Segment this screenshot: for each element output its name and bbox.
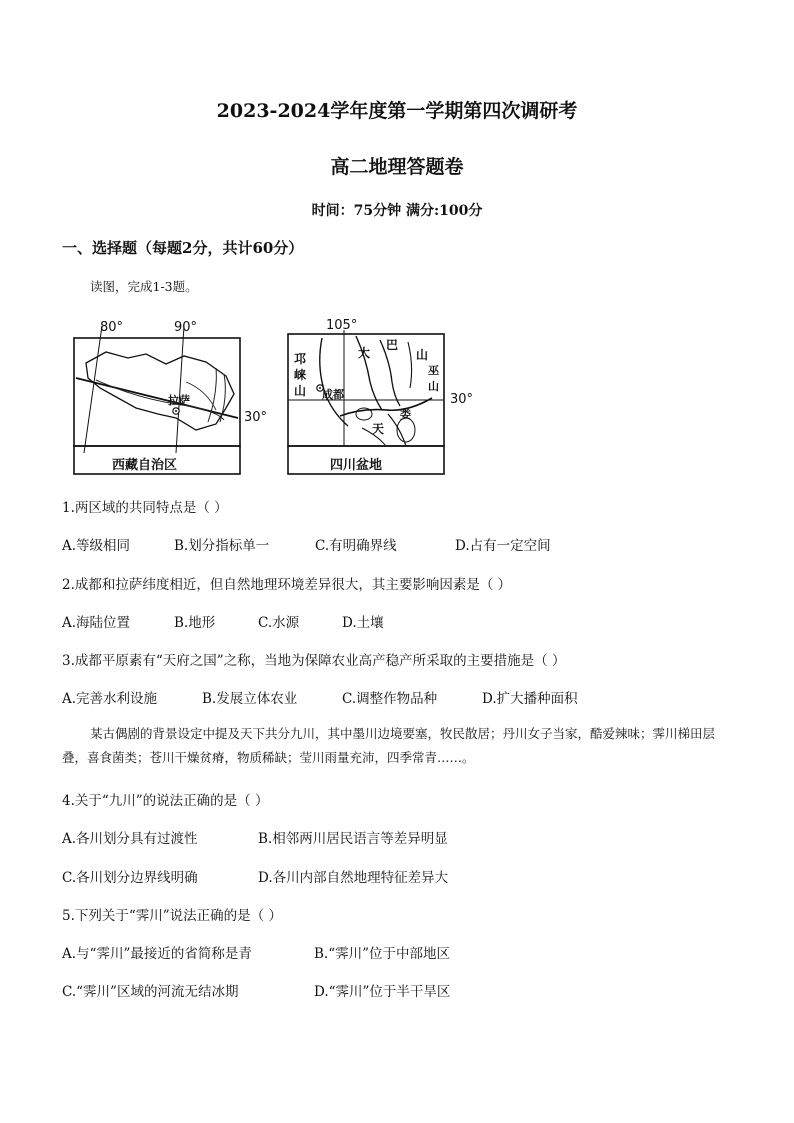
question-1-stem: 1.两区域的共同特点是（ ） [62, 500, 228, 516]
question-3-option-b[interactable]: B.发展立体农业 [202, 691, 298, 707]
question-2-stem: 2.成都和拉萨纬度相近，但自然地理环境差异很大，其主要影响因素是（ ） [62, 577, 512, 593]
question-3-stem: 3.成都平原素有“天府之国”之称，当地为保障农业高产稳产所采取的主要措施是（ ） [62, 653, 566, 669]
question-4-option-d[interactable]: D.各川内部自然地理特征差异大 [258, 870, 449, 886]
sichuan-lat-label: 30° [450, 392, 474, 407]
qionglai-char-2: 崃 [294, 368, 307, 382]
question-5-option-b[interactable]: B.“霁川”位于中部地区 [314, 946, 451, 962]
question-2-option-b[interactable]: B.地形 [174, 615, 216, 631]
section-heading: 一、选择题（每题2分，共计60分） [62, 239, 304, 257]
question-1-option-d[interactable]: D.占有一定空间 [455, 538, 551, 554]
question-5-stem: 5.下列关于“霁川”说法正确的是（ ） [62, 908, 282, 924]
question-5-option-d[interactable]: D.“霁川”位于半干旱区 [314, 984, 451, 1000]
daba-char-2: 巴 [386, 338, 399, 352]
question-1-option-c[interactable]: C.有明确界线 [315, 538, 397, 554]
question-3-option-d[interactable]: D.扩大播种面积 [482, 691, 578, 707]
qionglai-char-1: 邛 [294, 352, 307, 366]
wushan-char-1: 巫 [428, 364, 439, 377]
tibet-map [66, 318, 268, 478]
chengdu-label: 成都 [322, 388, 344, 401]
lou-char: 娄 [400, 408, 411, 421]
question-4-option-b[interactable]: B.相邻两川居民语言等差异明显 [258, 831, 448, 847]
question-3-option-a[interactable]: A.完善水利设施 [62, 691, 158, 707]
sichuan-map-caption: 四川盆地 [330, 458, 383, 473]
tibet-map-caption: 西藏自治区 [112, 458, 178, 473]
tibet-lon1-label: 80° [100, 320, 124, 335]
question-4-stem: 4.关于“九川”的说法正确的是（ ） [62, 793, 269, 809]
question-3-option-c[interactable]: C.调整作物品种 [342, 691, 438, 707]
question-1-option-a[interactable]: A.等级相同 [62, 538, 131, 554]
tian-char: 天 [372, 422, 385, 436]
question-1-option-b[interactable]: B.划分指标单一 [174, 538, 270, 554]
section-instruction: 读图，完成1-3题。 [90, 279, 198, 294]
wushan-char-2: 山 [428, 380, 439, 393]
question-2-option-c[interactable]: C.水源 [258, 615, 300, 631]
daba-char-3: 山 [416, 348, 429, 362]
tibet-lat-label: 30° [244, 410, 268, 425]
daba-char-1: 大 [358, 346, 371, 360]
question-2-option-d[interactable]: D.土壤 [342, 615, 384, 631]
exam-title: 2023-2024学年度第一学期第四次调研考 [216, 100, 578, 122]
sichuan-lon-label: 105° [326, 318, 358, 333]
question-4-option-a[interactable]: A.各川划分具有过渡性 [62, 831, 198, 847]
reading-passage: 某古偶剧的背景设定中提及天下共分九川，其中墨川边境要塞，牧民散居；丹川女子当家，酷爱辣味；霁川梯田层叠，喜食菌类；苍川干燥贫瘠，物质稀缺；莹川雨量充沛，四季常青……。 [62, 726, 716, 765]
question-2-option-a[interactable]: A.海陆位置 [62, 615, 131, 631]
exam-subtitle: 高二地理答题卷 [330, 156, 464, 178]
question-4-option-c[interactable]: C.各川划分边界线明确 [62, 870, 198, 886]
lhasa-label: 拉萨 [168, 394, 190, 407]
exam-info: 时间：75分钟 满分:100分 [311, 203, 483, 219]
question-5-option-c[interactable]: C.“霁川”区域的河流无结冰期 [62, 984, 239, 1000]
question-5-option-a[interactable]: A.与“霁川”最接近的省简称是青 [62, 946, 252, 962]
sichuan-map [282, 318, 478, 478]
tibet-lon2-label: 90° [174, 320, 198, 335]
qionglai-char-3: 山 [294, 384, 307, 398]
